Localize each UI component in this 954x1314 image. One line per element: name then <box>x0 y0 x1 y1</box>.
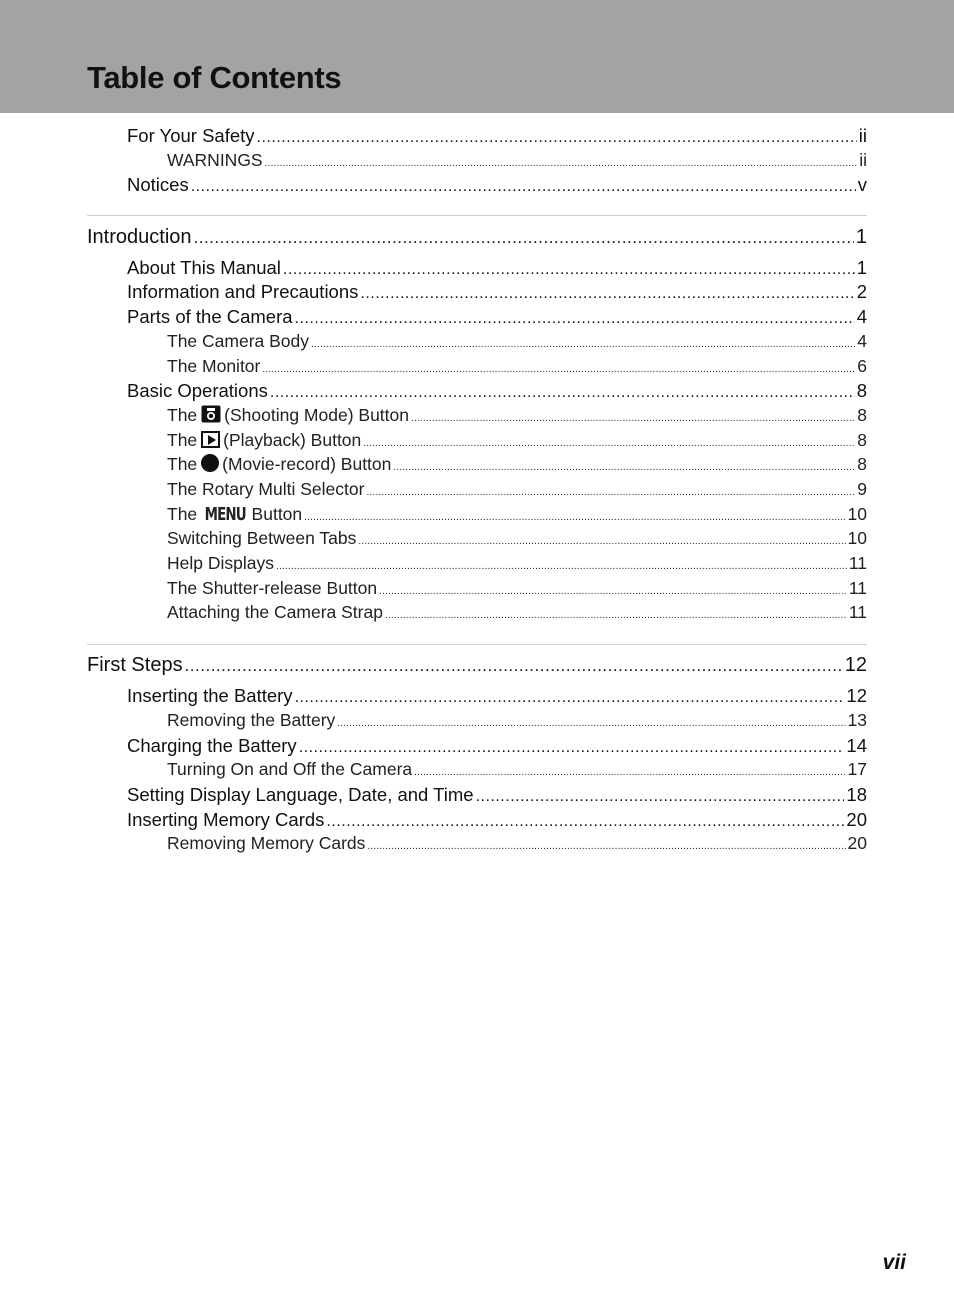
toc-entry-page: 8 <box>856 380 867 401</box>
leader-dots <box>295 310 855 328</box>
leader-dots <box>363 438 855 449</box>
leader-dots <box>414 767 845 778</box>
toc-chapter-introduction[interactable] <box>87 226 867 249</box>
toc-entry[interactable] <box>167 553 867 574</box>
toc-entry-page: 10 <box>847 528 867 548</box>
toc-entry[interactable] <box>127 174 867 196</box>
leader-dots <box>191 178 856 196</box>
title-post: (Shooting Mode) Button <box>224 405 409 425</box>
toc-entry-page: 12 <box>846 685 867 706</box>
toc-entry-title: Switching Between Tabs <box>167 528 357 548</box>
title-pre: The <box>167 405 198 425</box>
toc-entry-title: The Shutter-release Button <box>167 578 378 598</box>
leader-dots <box>194 228 854 248</box>
toc-entry[interactable] <box>167 578 867 599</box>
toc-entry-page: 8 <box>857 405 867 425</box>
toc-entry-page: 8 <box>857 430 867 450</box>
toc-entry-page: 1 <box>856 257 867 278</box>
leader-dots <box>270 384 855 402</box>
toc-entry-page: 9 <box>857 479 867 499</box>
toc-entry[interactable] <box>127 685 867 707</box>
toc-entry[interactable] <box>167 430 867 451</box>
toc-entry-page: 12 <box>844 654 867 676</box>
toc-entry-title <box>167 405 409 428</box>
toc-entry-title: Notices <box>127 174 189 195</box>
page-header <box>0 0 954 113</box>
leader-dots <box>379 586 847 597</box>
leader-dots <box>295 689 845 707</box>
menu-icon: MENU <box>204 505 246 525</box>
title-post: (Playback) Button <box>223 430 362 450</box>
toc-entry-title: Removing Memory Cards <box>167 833 366 853</box>
toc-entry-page: 18 <box>846 784 867 805</box>
toc-entry-page: 11 <box>848 578 867 598</box>
toc-entry-page: v <box>857 174 867 195</box>
leader-dots <box>299 739 845 757</box>
toc-entry-title: Basic Operations <box>127 380 268 401</box>
toc-entry-title: Information and Precautions <box>127 281 359 302</box>
toc-entry[interactable] <box>167 528 867 549</box>
toc-entry-title: Setting Display Language, Date, and Time <box>127 784 474 805</box>
toc-entry-title: Introduction <box>87 226 192 248</box>
page-number: vii <box>882 1251 906 1274</box>
toc-entry-page: 17 <box>847 759 867 779</box>
page-title: Table of Contents <box>87 60 342 95</box>
leader-dots <box>265 158 858 169</box>
section-divider <box>87 644 867 645</box>
leader-dots <box>326 813 844 831</box>
toc-entry-page: 20 <box>846 809 867 830</box>
toc-entry[interactable] <box>167 710 867 731</box>
leader-dots <box>185 656 843 676</box>
toc-entry-page: 13 <box>847 710 867 730</box>
leader-dots <box>304 512 845 523</box>
title-post: (Movie-record) Button <box>222 454 392 474</box>
toc-entry-page: 6 <box>857 356 867 376</box>
toc-entry[interactable] <box>167 150 867 171</box>
leader-dots <box>262 364 855 375</box>
toc-entry-page: 14 <box>846 735 867 756</box>
leader-dots <box>385 610 847 621</box>
toc-entry[interactable] <box>167 833 867 854</box>
toc-entry[interactable] <box>127 281 867 303</box>
toc-entry-title: The Monitor <box>167 356 261 376</box>
toc-entry[interactable] <box>127 257 867 279</box>
toc-entry-title: The Rotary Multi Selector <box>167 479 365 499</box>
leader-dots <box>476 788 845 806</box>
record-dot-icon <box>201 454 219 472</box>
title-pre: The <box>167 504 198 524</box>
toc-entry[interactable] <box>167 479 867 500</box>
toc-entry-page: 20 <box>847 833 867 853</box>
toc-entry[interactable] <box>127 306 867 328</box>
leader-dots <box>367 841 845 852</box>
leader-dots <box>411 413 855 424</box>
toc-entry[interactable] <box>167 356 867 377</box>
toc-entry-title <box>167 454 391 475</box>
toc-chapter-first-steps[interactable] <box>87 654 867 677</box>
toc-entry-title: WARNINGS <box>167 150 263 170</box>
toc-entry-title: First Steps <box>87 654 183 676</box>
toc-entry-page: 10 <box>847 504 867 524</box>
toc-entry-title: Parts of the Camera <box>127 306 293 327</box>
toc-entry-page: 4 <box>856 306 867 327</box>
toc-entry-page: 8 <box>857 454 867 474</box>
toc-entry[interactable] <box>167 331 867 352</box>
toc-entry-title: Help Displays <box>167 553 274 573</box>
section-divider <box>87 215 867 216</box>
title-pre: The <box>167 454 198 474</box>
toc-entry-page: 2 <box>856 281 867 302</box>
leader-dots <box>283 261 855 279</box>
toc-entry-page: ii <box>858 125 867 146</box>
toc-entry[interactable] <box>127 784 867 806</box>
toc-entry-page: ii <box>859 150 867 170</box>
toc-entry-title: The Camera Body <box>167 331 310 351</box>
toc-entry-page: 1 <box>855 226 867 248</box>
leader-dots <box>366 487 855 498</box>
toc-entry-page: 4 <box>857 331 867 351</box>
toc-entry[interactable] <box>127 125 867 147</box>
leader-dots <box>337 718 845 729</box>
toc-entry-title: Removing the Battery <box>167 710 336 730</box>
toc-entry[interactable] <box>167 602 867 623</box>
camera-icon <box>201 405 221 428</box>
title-post: Button <box>251 504 303 524</box>
toc-entry-title: Inserting Memory Cards <box>127 809 325 830</box>
leader-dots <box>358 536 845 547</box>
toc-entry-title: Inserting the Battery <box>127 685 293 706</box>
toc-entry-title: About This Manual <box>127 257 281 278</box>
leader-dots <box>360 285 854 303</box>
leader-dots <box>257 129 857 147</box>
leader-dots <box>393 462 855 473</box>
toc-entry-title: Turning On and Off the Camera <box>167 759 413 779</box>
toc-entry-page: 11 <box>848 553 867 573</box>
play-icon <box>201 431 220 448</box>
toc-entry-title <box>167 430 361 451</box>
toc-entry-page: 11 <box>848 602 867 622</box>
toc-entry-title <box>167 504 302 525</box>
toc-entry-title: For Your Safety <box>127 125 255 146</box>
toc-entry[interactable] <box>127 735 867 757</box>
toc-entry-title: Charging the Battery <box>127 735 297 756</box>
toc-entry[interactable] <box>167 405 867 428</box>
toc-entry-title: Attaching the Camera Strap <box>167 602 383 622</box>
toc-entry[interactable] <box>127 380 867 402</box>
title-pre: The <box>167 430 198 450</box>
toc-entry[interactable] <box>167 504 867 525</box>
leader-dots <box>276 561 847 572</box>
leader-dots <box>311 339 855 350</box>
toc-entry[interactable] <box>127 809 867 831</box>
toc-entry[interactable] <box>167 454 867 475</box>
toc-entry[interactable] <box>167 759 867 780</box>
